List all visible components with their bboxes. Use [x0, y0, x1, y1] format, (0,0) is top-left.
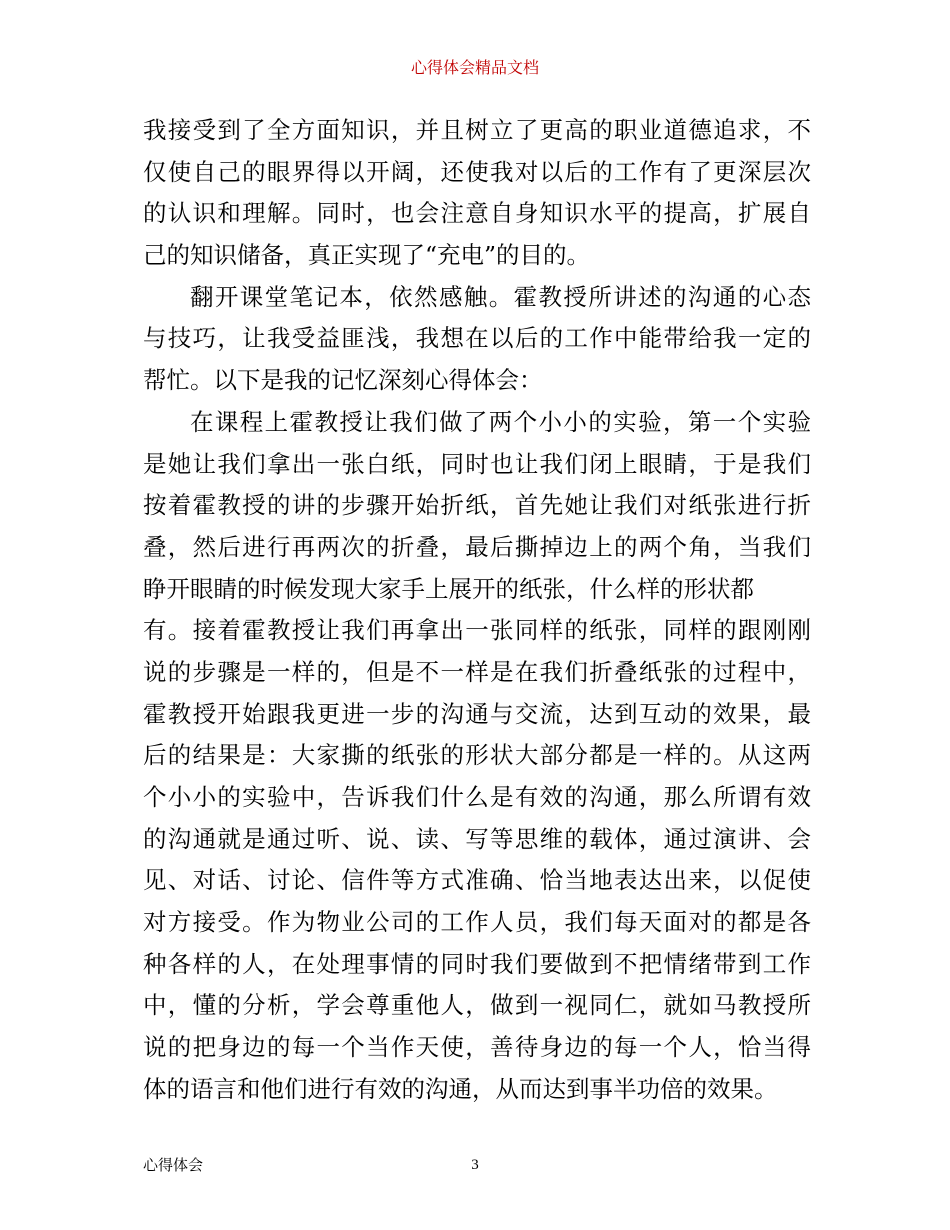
paragraph: [143, 402, 811, 1111]
text-line: 我接受到了全方面知识，并且树立了更高的职业道德追求，不: [143, 116, 811, 144]
text-line: 与技巧，让我受益匪浅，我想在以后的工作中能带给我一定的: [143, 324, 811, 353]
text-line: 己的知识储备，真正实现了“充电”的目的。: [143, 241, 591, 270]
paragraph: [143, 110, 811, 277]
text-line: 中，懂的分析，学会尊重他人，做到一视同仁，就如马教授所: [143, 991, 811, 1020]
page-number: 3: [471, 1157, 479, 1173]
text-line: 有。接着霍教授让我们再拿出一张同样的纸张，同样的跟刚刚: [143, 616, 811, 645]
text-line: 说的步骤是一样的，但是不一样是在我们折叠纸张的过程中，: [143, 657, 811, 686]
text-line: 的认识和理解。同时，也会注意自身知识水平的提高，扩展自: [143, 199, 811, 228]
text-line: 帮忙。以下是我的记忆深刻心得体会：: [143, 366, 543, 395]
text-line: 仅使自己的眼界得以开阔，还使我对以后的工作有了更深层次: [143, 157, 811, 186]
page-header-title: 心得体会精品文档: [410, 58, 539, 77]
text-line: 是她让我们拿出一张白纸，同时也让我们闭上眼睛，于是我们: [143, 449, 811, 478]
text-line: 见、对话、讨论、信件等方式准确、恰当地表达出来，以促使: [143, 866, 811, 895]
text-line: 按着霍教授的讲的步骤开始折纸，首先她让我们对纸张进行折: [143, 491, 811, 520]
paragraph: [143, 277, 811, 402]
text-line: 叠，然后进行再两次的折叠，最后撕掉边上的两个角，当我们: [143, 532, 811, 561]
text-line: 后的结果是：大家撕的纸张的形状大部分都是一样的。从这两: [143, 741, 811, 770]
text-line: 霍教授开始跟我更进一步的沟通与交流，达到互动的效果，最: [143, 699, 811, 728]
text-line: 种各样的人，在处理事情的同时我们要做到不把情绪带到工作: [143, 949, 811, 978]
page-footer-label: 心得体会: [143, 1156, 204, 1174]
text-line: 睁开眼睛的时候发现大家手上展开的纸张，什么样的形状都: [143, 574, 754, 603]
text-line: 个小小的实验中，告诉我们什么是有效的沟通，那么所谓有效: [143, 783, 811, 811]
text-line: 翻开课堂笔记本，依然感触。霍教授所讲述的沟通的心态: [190, 282, 811, 311]
document-body: [143, 110, 811, 1111]
text-line: 对方接受。作为物业公司的工作人员，我们每天面对的都是各: [143, 908, 811, 937]
text-line: 的沟通就是通过听、说、读、写等思维的载体，通过演讲、会: [143, 824, 811, 853]
text-line: 体的语言和他们进行有效的沟通，从而达到事半功倍的效果。: [143, 1074, 778, 1103]
text-line: 说的把身边的每一个当作天使，善待身边的每一个人，恰当得: [143, 1033, 811, 1062]
text-line: 在课程上霍教授让我们做了两个小小的实验，第一个实验: [190, 407, 811, 436]
